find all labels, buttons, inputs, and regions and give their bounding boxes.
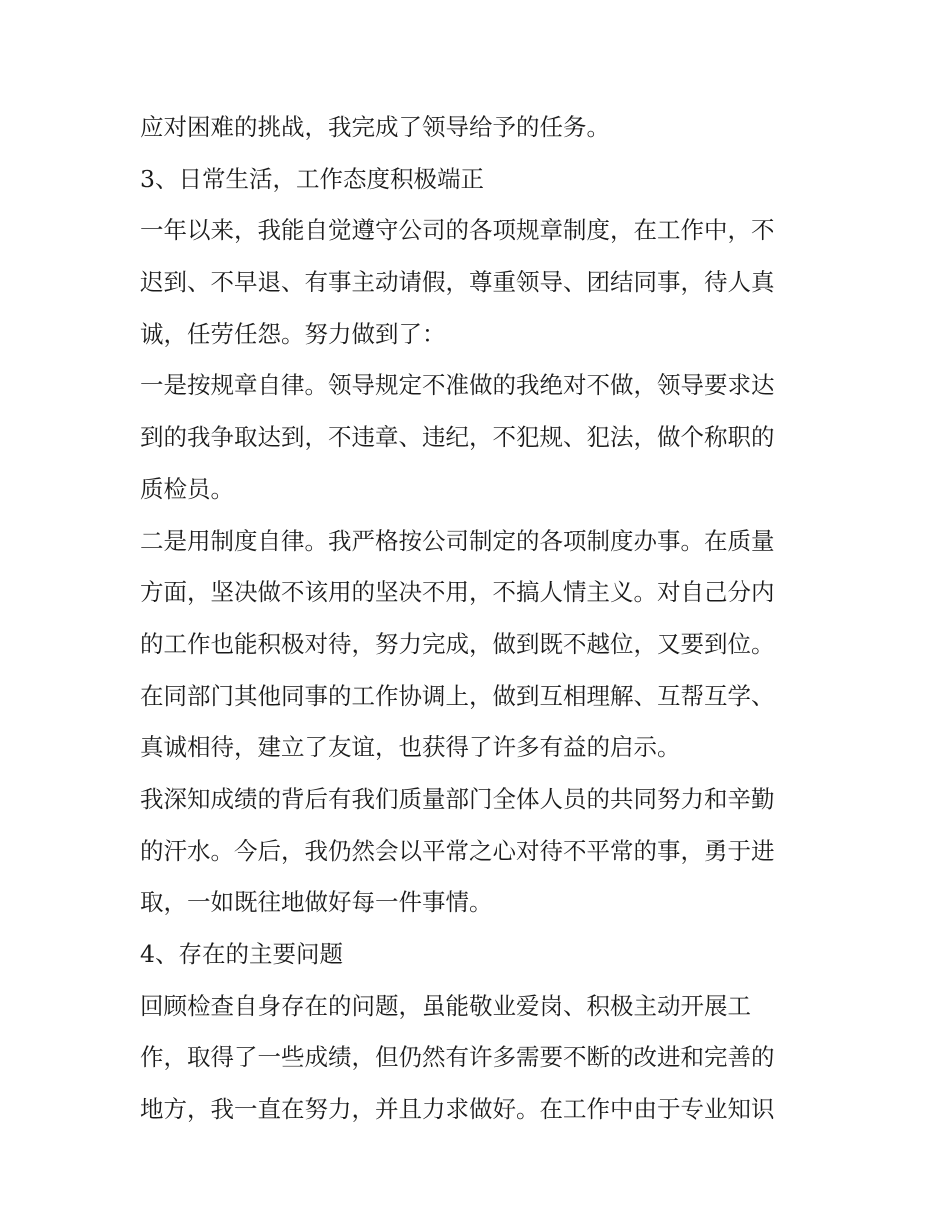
text-line: 回顾检查自身存在的问题，虽能敬业爱岗、积极主动开展工 bbox=[140, 991, 751, 1020]
text-line: 在同部门其他同事的工作协调上，做到互相理解、互帮互学、 bbox=[140, 681, 775, 710]
text-line: 的汗水。今后，我仍然会以平常之心对待不平常的事，勇于进 bbox=[140, 836, 775, 865]
text-line: 二是用制度自律。我严格按公司制定的各项制度办事。在质量 bbox=[140, 526, 775, 555]
text-line: 作，取得了一些成绩，但仍然有许多需要不断的改进和完善的 bbox=[140, 1043, 775, 1072]
text-line: 方面，坚决做不该用的坚决不用，不搞人情主义。对自己分内 bbox=[140, 578, 775, 607]
text-line: 应对困难的挑战，我完成了领导给予的任务。 bbox=[140, 113, 610, 141]
text-line: 取，一如既往地做好每一件事情。 bbox=[140, 888, 493, 917]
section-heading-4: 4、存在的主要问题 bbox=[140, 940, 343, 968]
text-line: 一是按规章自律。领导规定不准做的我绝对不做，领导要求达 bbox=[140, 371, 775, 400]
text-line: 的工作也能积极对待，努力完成，做到既不越位，又要到位。 bbox=[140, 629, 775, 658]
text-line: 诚，任劳任怨。努力做到了： bbox=[140, 319, 446, 348]
text-line: 一年以来，我能自觉遵守公司的各项规章制度，在工作中，不 bbox=[140, 216, 775, 245]
document-body bbox=[140, 102, 820, 1136]
text-line: 迟到、不早退、有事主动请假，尊重领导、团结同事，待人真 bbox=[140, 268, 775, 297]
text-line: 地方，我一直在努力，并且力求做好。在工作中由于专业知识 bbox=[140, 1095, 775, 1124]
text-line: 我深知成绩的背后有我们质量部门全体人员的共同努力和辛勤 bbox=[140, 784, 775, 813]
section-heading-3: 3、日常生活，工作态度积极端正 bbox=[140, 164, 484, 193]
text-line: 质检员。 bbox=[140, 474, 234, 503]
text-line: 真诚相待，建立了友谊，也获得了许多有益的启示。 bbox=[140, 733, 681, 762]
text-line: 到的我争取达到，不违章、违纪，不犯规、犯法，做个称职的 bbox=[140, 423, 775, 452]
